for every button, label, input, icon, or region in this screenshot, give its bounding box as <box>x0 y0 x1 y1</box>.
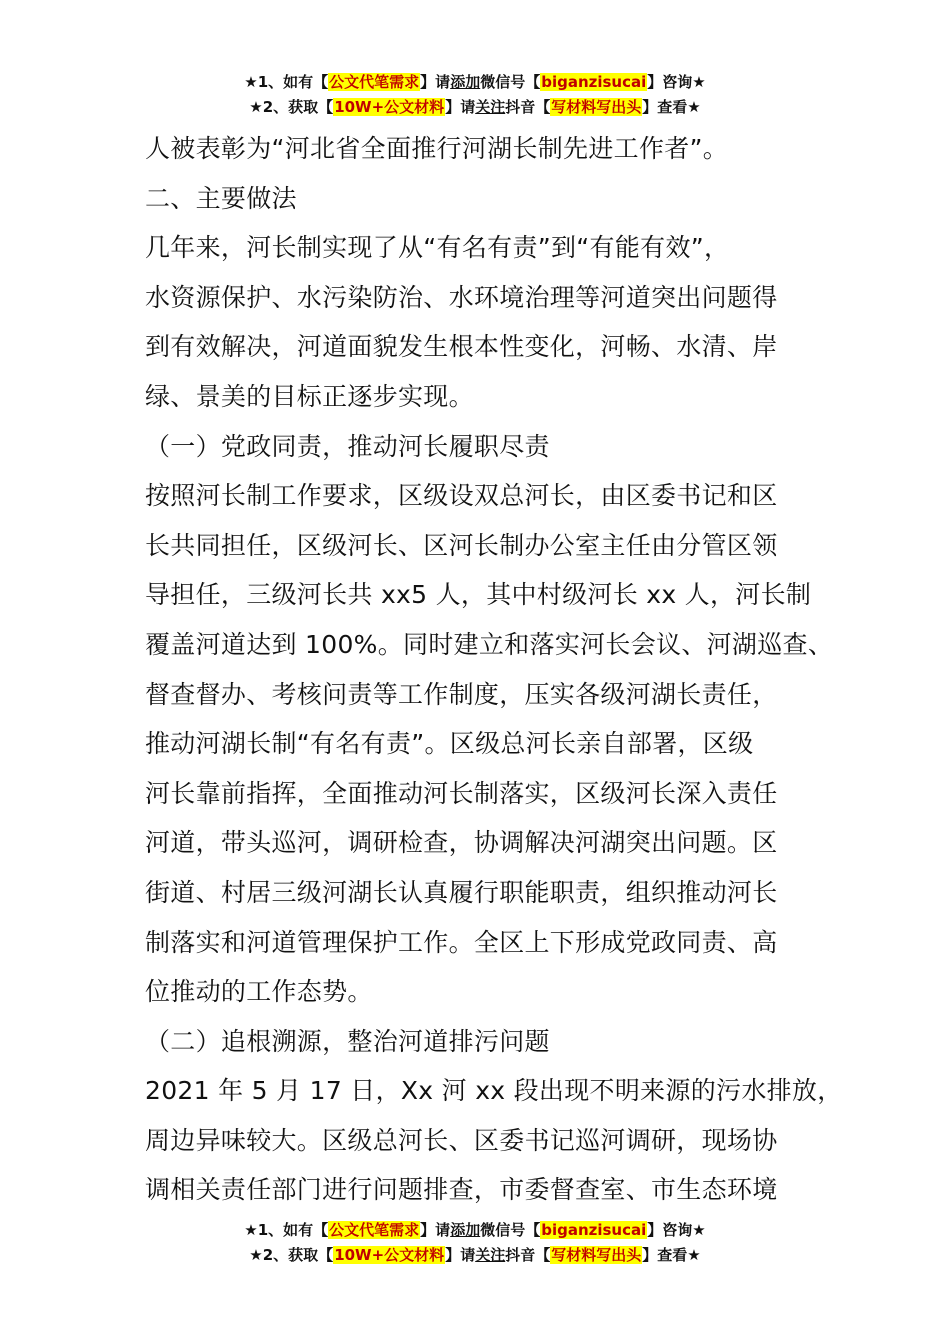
banner-text: 微信号【 <box>480 73 541 91</box>
banner-text: 抖音【 <box>505 1246 551 1264</box>
text-line: 河长靠前指挥，全面推动河长制落实，区级河长深入责任 <box>145 778 778 808</box>
banner-text: 】请 <box>420 1221 451 1239</box>
banner-line-2 <box>0 1243 950 1268</box>
banner-highlight: biganzisucai <box>541 1221 647 1239</box>
text-line: 导担任，三级河长共 xx5 人，其中村级河长 xx 人，河长制 <box>145 580 812 610</box>
text-line: 绿、景美的目标正逐步实现。 <box>145 381 474 411</box>
banner-text: 】查看★ <box>642 1246 701 1264</box>
banner-underline: 关注 <box>475 98 506 116</box>
banner-line-1 <box>0 1218 950 1243</box>
banner-underline: 添加 <box>450 1221 481 1239</box>
text-line: 督查督办、考核问责等工作制度，压实各级河湖长责任， <box>145 679 778 709</box>
banner-highlight: 公文代笔需求 <box>329 1221 420 1239</box>
banner-highlight: 写材料写出头 <box>551 98 642 116</box>
banner-highlight: 10W+公文材料 <box>334 98 445 116</box>
banner-text: 微信号【 <box>480 1221 541 1239</box>
text-line: 河道，带头巡河，调研检查，协调解决河湖突出问题。区 <box>145 828 778 858</box>
banner-text: 】请 <box>445 98 476 116</box>
banner-text: 】请 <box>445 1246 476 1264</box>
text-line: 覆盖河道达到 100%。同时建立和落实河长会议、河湖巡查、 <box>145 629 834 659</box>
banner-line-1 <box>0 70 950 95</box>
text-line: 制落实和河道管理保护工作。全区上下形成党政同责、高 <box>145 927 778 957</box>
text-line: 2021 年 5 月 17 日，Xx 河 xx 段出现不明来源的污水排放， <box>145 1076 843 1106</box>
text-line: 到有效解决，河道面貌发生根本性变化，河畅、水清、岸 <box>145 332 778 362</box>
banner-underline: 关注 <box>475 1246 506 1264</box>
text-line: 调相关责任部门进行问题排查，市委督查室、市生态环境 <box>145 1175 778 1205</box>
banner-text: 】咨询★ <box>647 1221 706 1239</box>
footer-banner <box>0 1218 950 1268</box>
banner-text: 】查看★ <box>642 98 701 116</box>
banner-highlight: 公文代笔需求 <box>329 73 420 91</box>
header-banner <box>0 70 950 120</box>
banner-text: ★1、如有【 <box>244 1221 329 1239</box>
banner-text: ★1、如有【 <box>244 73 329 91</box>
text-line: 按照河长制工作要求，区级设双总河长，由区委书记和区 <box>145 481 778 511</box>
text-line: 街道、村居三级河湖长认真履行职能职责，组织推动河长 <box>145 877 778 907</box>
text-line: 推动河湖长制“有名有责”。区级总河长亲自部署，区级 <box>145 729 754 759</box>
section-heading: 二、主要做法 <box>145 183 297 213</box>
banner-text: 】咨询★ <box>647 73 706 91</box>
document-body <box>145 124 843 1215</box>
text-line: 周边异味较大。区级总河长、区委书记巡河调研，现场协 <box>145 1125 778 1155</box>
banner-text: ★2、获取【 <box>249 1246 334 1264</box>
text-line: 人被表彰为“河北省全面推行河湖长制先进工作者”。 <box>145 134 729 163</box>
text-line: 水资源保护、水污染防治、水环境治理等河道突出问题得 <box>145 282 778 312</box>
banner-text: 】请 <box>420 73 451 91</box>
banner-underline: 添加 <box>450 73 481 91</box>
banner-text: 抖音【 <box>505 98 551 116</box>
subsection-heading: （一）党政同责，推动河长履职尽责 <box>145 431 550 461</box>
banner-highlight: 10W+公文材料 <box>334 1246 445 1264</box>
text-line: 几年来，河长制实现了从“有名有责”到“有能有效”， <box>145 233 730 263</box>
banner-line-2 <box>0 95 950 120</box>
banner-highlight: biganzisucai <box>541 73 647 91</box>
text-line: 长共同担任，区级河长、区河长制办公室主任由分管区领 <box>145 530 778 560</box>
banner-text: ★2、获取【 <box>249 98 334 116</box>
subsection-heading: （二）追根溯源，整治河道排污问题 <box>145 1026 550 1056</box>
text-line: 位推动的工作态势。 <box>145 977 373 1007</box>
banner-highlight: 写材料写出头 <box>551 1246 642 1264</box>
